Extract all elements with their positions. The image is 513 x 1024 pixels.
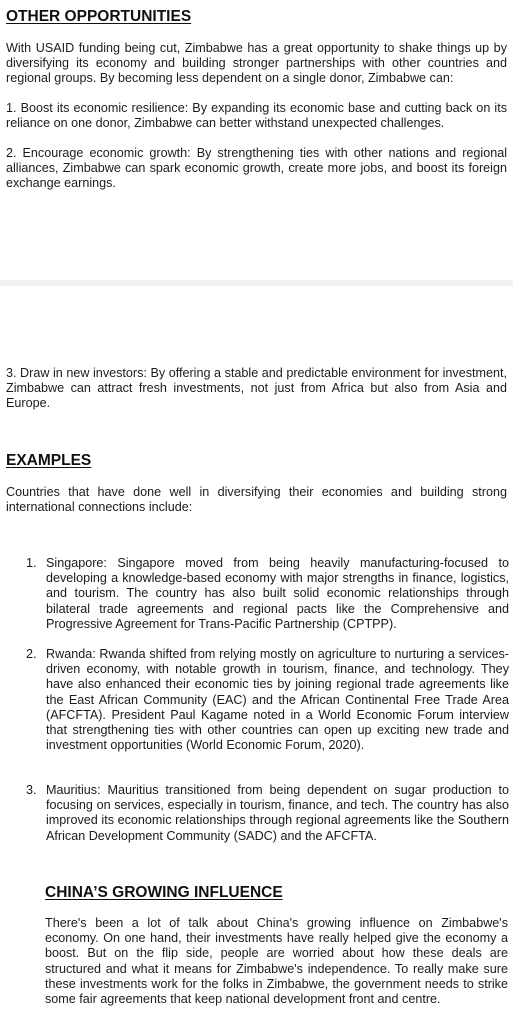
examples-heading: EXAMPLES <box>6 452 92 469</box>
list-number: 1. <box>26 556 37 570</box>
china-influence-heading: CHINA’S GROWING INFLUENCE <box>45 884 283 901</box>
list-number: 2. <box>26 647 37 661</box>
list-item-text: Singapore: Singapore moved from being heavily manufacturing-focused to developing a knowledge-based economy with major strengths in finance, logistics, and tourism. The country has also built solid economic relationships through bilateral trade agreements and regional pacts like the Comprehensive and Progressive Agreement for Trans-Pacific Partnership (CPTPP). <box>46 556 509 631</box>
page-break-divider <box>0 280 513 286</box>
opportunity-point-1: 1. Boost its economic resilience: By expanding its economic base and cutting back on its reliance on one donor, Zimbabwe can better withstand unexpected challenges. <box>6 101 507 131</box>
list-item-text: Rwanda: Rwanda shifted from relying mostly on agriculture to nurturing a services-driven economy, with notable growth in tourism, finance, and technology. They have also enhanced their economic ties by joining regional trade agreements like the East African Community (EAC) and the African Continental Free Trade Area (AFCFTA). President Paul Kagame noted in a World Economic Forum interview that strengthening ties with other countries can open up exciting new trade and investment opportunities (World Economic Forum, 2020). <box>46 647 509 753</box>
china-influence-body: There's been a lot of talk about China's growing influence on Zimbabwe's economy. On one hand, their investments have really helped give the economy a boost. But on the flip side, people are worried about how these deals are structured and what it means for Zimbabwe's independence. To really make sure these investments work for the folks in Zimbabwe, the government needs to strike some fair agreements that keep national development front and centre. <box>45 916 508 1007</box>
opportunity-point-2: 2. Encourage economic growth: By strengthening ties with other nations and regional alliances, Zimbabwe can spark economic growth, create more jobs, and boost its foreign exchange earnings. <box>6 146 507 191</box>
list-number: 3. <box>26 783 37 797</box>
other-opportunities-heading: OTHER OPPORTUNITIES <box>6 8 192 25</box>
list-item-text: Mauritius: Mauritius transitioned from being dependent on sugar production to focusing on services, especially in tourism, finance, and tech. The country has also improved its economic relationships through regional agreements like the Southern African Development Community (SADC) and the AFCFTA. <box>46 783 509 843</box>
examples-intro: Countries that have done well in diversifying their economies and building strong international connections include: <box>6 485 507 515</box>
other-opportunities-intro: With USAID funding being cut, Zimbabwe has a great opportunity to shake things up by diversifying its economy and building stronger partnerships with other countries and regional groups. By becoming less dependent on a single donor, Zimbabwe can: <box>6 41 507 86</box>
opportunity-point-3: 3. Draw in new investors: By offering a stable and predictable environment for investment, Zimbabwe can attract fresh investments, not just from Africa but also from Asia and Europe. <box>6 366 507 411</box>
